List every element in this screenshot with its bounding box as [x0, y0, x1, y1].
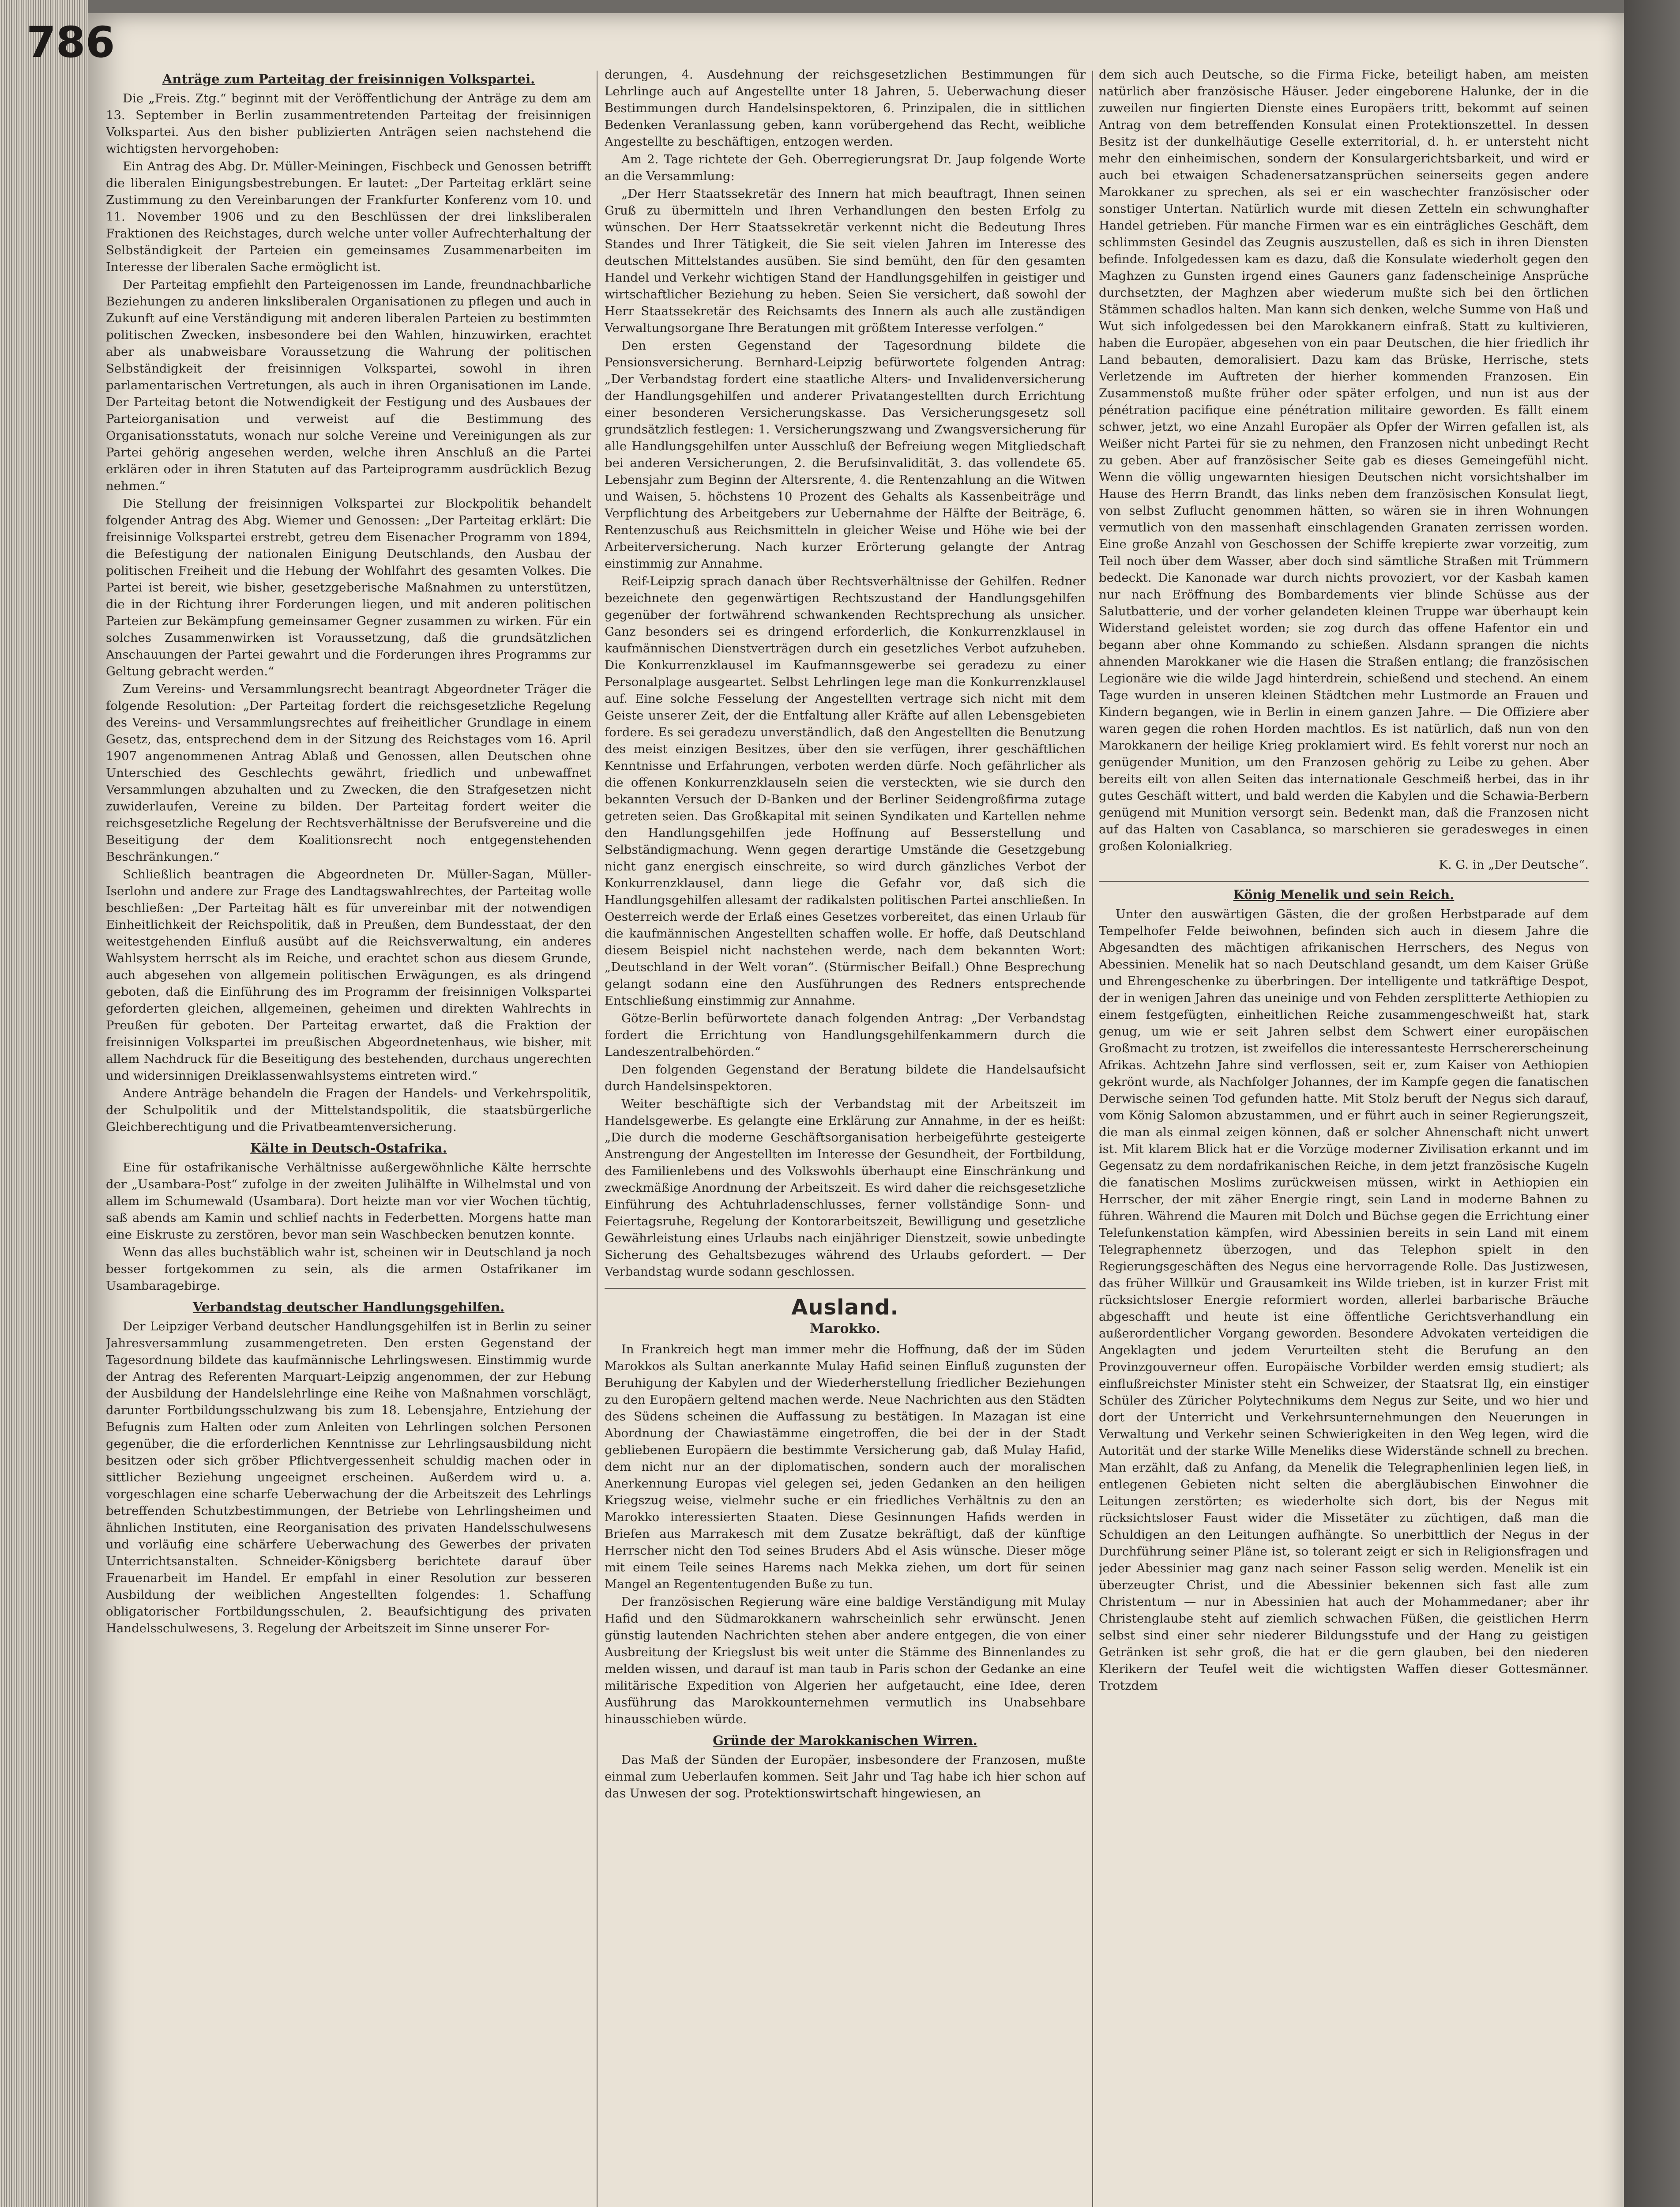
paragraph: Weiter beschäftigte sich der Verbandstag mit der Arbeitszeit im Handelsgewerbe. Es gelangte eine Erklärung zur Annahme, in der es heißt: „Die durch die moderne Geschäftsorganisation herbeigeführte gesteigerte Anstrengung der Angestellten im Interesse der Gesundheit, der Fortbildung, des Familienlebens und des Volkswohls überhaupt eine Einschränkung und zweckmäßige Anordnung der Arbeitszeit. Es wird daher die reichsgesetzliche Einführung des Achtuhrladenschlusses, ferner vollständige Sonn- und Feiertagsruhe, Regelung der Kontorarbeitszeit, Bewilligung und gesetzliche Gewährleistung eines Urlaubs nach einjähriger Dienstzeit, sowie unbedingte Sicherung des Gehaltsbezuges während des Urlaubs gefordert. — Der Verbandstag wurde sodann geschlossen.	[605, 1097, 1086, 1279]
page-shadow	[1624, 0, 1680, 2207]
paragraph: Ein Antrag des Abg. Dr. Müller-Meiningen, Fischbeck und Genossen betrifft die liberalen Einigungsbestrebungen. Er lautet: „Der Parteitag erklärt seine Zustimmung zu den Vereinbarungen der Frankfurter Konferenz vom 10. und 11. November 1906 und zu den Beschlüssen der drei linksliberalen Fraktionen des Reichstages, durch welche unter voller Aufrechterhaltung der Selbständigkeit der Parteien ein gemeinsames Zusammenarbeiten im Interesse der liberalen Sache ermöglicht ist.	[106, 159, 591, 274]
column-divider	[597, 71, 598, 2207]
paragraph: Götze-Berlin befürwortete danach folgenden Antrag: „Der Verbandstag fordert die Errichtung von Handlungsgehilfenkammern durch die Landeszentralbehörden.“	[605, 1011, 1086, 1059]
book-page-edges	[0, 0, 88, 2207]
paragraph: Den folgenden Gegenstand der Beratung bildete die Handelsaufsicht durch Handelsinspektoren.	[605, 1062, 1086, 1093]
paragraph: Der Leipziger Verband deutscher Handlungsgehilfen ist in Berlin zu seiner Jahresversammlung zusammengetreten. Den ersten Gegenstand der Tagesordnung bildete das kaufmännische Lehrlingswesen. Einstimmig wurde der Antrag des Referenten Marquart-Leipzig angenommen, der zur Hebung der Ausbildung der Handelslehrlinge eine Reihe von Maßnahmen vorschlägt, darunter Fortbildungsschulzwang bis zum 18. Lebensjahre, Entziehung der Befugnis zum Halten oder zum Anleiten von Lehrlingen solchen Personen gegenüber, die die erforderlichen Kenntnisse zur Lehrlingsausbildung nicht besitzen oder sich gröber Pflichtvergessenheit schuldig machen oder in sittlicher Beziehung ungeeignet erscheinen. Außerdem wird u. a. vorgeschlagen eine scharfe Ueberwachung der die Arbeitszeit des Lehrlings betreffenden Schutzbestimmungen, der Betriebe von Lehrlingsheimen und ähnlichen Instituten, eine Reorganisation des privaten Handelsschulwesens und vorläufig eine schärfere Ueberwachung des Gewerbes der privaten Unterrichtsanstalten. Schneider-Königsberg berichtete darauf über Frauenarbeit im Handel. Er empfahl in einer Resolution zur besseren Ausbildung der weiblichen Angestellten folgendes: 1. Schaffung obligatorischer Fortbildungsschulen, 2. Beaufsichtigung des privaten Handelsschulwesens, 3. Regelung der Arbeitszeit im Sinne unserer For-	[106, 1319, 591, 1635]
page-number: 786	[26, 18, 115, 67]
paragraph: Reif-Leipzig sprach danach über Rechtsverhältnisse der Gehilfen. Redner bezeichnete den gegenwärtigen Rechtszustand der Handlungsgehilfen gegenüber der fortwährend schwankenden Rechtsprechung als unsicher. Ganz besonders sei es dringend erforderlich, die Konkurrenzklausel in kaufmännischen Dienstverträgen durch ein gesetzliches Verbot aufzuheben. Die Konkurrenzklausel im Kaufmannsgewerbe sei geradezu zu einer Personalplage ausgeartet. Selbst Lehrlingen lege man die Konkurrenzklausel auf. Eine solche Fesselung der Angestellten vertrage sich nicht mit dem Geiste unserer Zeit, der die Entfaltung aller Kräfte auf allen Lebensgebieten fordere. Es sei geradezu unverständlich, daß den Angestellten die Benutzung des meist einzigen Besitzes, über den sie verfügen, ihrer geschäftlichen Kenntnisse und Erfahrungen, verboten werden dürfe. Noch gefährlicher als die offenen Konkurrenzklauseln seien die versteckten, wie sie durch den bekannten Versuch der D-Banken und der Berliner Seidengroßfirma zutage getreten seien. Das Großkapital mit seinen Syndikaten und Kartellen nehme den Handlungsgehilfen jede Hoffnung auf Besserstellung und Selbständigmachung. Wenn gegen derartige Umstände die Gesetzgebung nicht ganz energisch einschreite, so wird durch gänzliches Verbot der Konkurrenzklausel, dann liege die Gefahr vor, daß sich die Handlungsgehilfen allesamt der radikalsten politischen Partei anschließen. In Oesterreich werde der Erlaß eines Gesetzes vorbereitet, das einen Urlaub für die kaufmännischen Angestellten schaffen wolle. Er hoffe, daß Deutschland diesem Beispiel nicht nachstehen werde, nach dem bekannten Wort: „Deutschland in der Welt voran“. (Stürmischer Beifall.) Ohne Besprechung gelangt sodann eine den Ausführungen des Redners entsprechende Entschließung einstimmig zur Annahme.	[605, 574, 1086, 1008]
article-divider	[1099, 881, 1589, 882]
paragraph: Der französischen Regierung wäre eine baldige Verständigung mit Mulay Hafid und den Südmarokkanern wahrscheinlich sehr erwünscht. Jenen günstig lautenden Nachrichten stehen aber andere entgegen, die von einer Ausbreitung der Kriegslust bis weit unter die Stämme des Binnenlandes zu melden wissen, und darauf ist man taub in Paris schon der Gedanke an eine militärische Expedition von Algerien her aufgetaucht, eine Idee, deren Ausführung das Marokkounternehmen vermutlich ins Unabsehbare hinausschieben würde.	[605, 1595, 1086, 1726]
column-left	[106, 66, 591, 2207]
paragraph: Die Stellung der freisinnigen Volkspartei zur Blockpolitik behandelt folgender Antrag des Abg. Wiemer und Genossen: „Der Parteitag erklärt: Die freisinnige Volkspartei erstrebt, getreu dem Eisenacher Programm von 1894, die Befestigung der nationalen Einigung Deutschlands, den Ausbau der politischen Freiheit und die Hebung der Wohlfahrt des gesamten Volkes. Die Partei ist bereit, wie bisher, gesetzgeberische Maßnahmen zu unterstützen, die in der Richtung ihrer Forderungen liegen, und mit anderen politischen Parteien zur Bekämpfung gemeinsamer Gegner zusammen zu wirken. Für ein solches Zusammenwirken ist Voraussetzung, daß die grundsätzlichen Anschauungen der Partei gewahrt und die Forderungen ihres Programms zur Geltung gebracht werden.“	[106, 497, 591, 678]
article-heading: König Menelik und sein Reich.	[1233, 887, 1454, 902]
paragraph: Die „Freis. Ztg.“ beginnt mit der Veröffentlichung der Anträge zu dem am 13. September in Berlin zusammentretenden Parteitag der freisinnigen Volkspartei. Aus den bisher publizierten Anträgen seien nachstehend die wichtigsten hervorgehoben:	[106, 91, 591, 156]
paragraph: Unter den auswärtigen Gästen, die der großen Herbstparade auf dem Tempelhofer Felde beiwohnen, befinden sich auch in diesem Jahre die Abgesandten des mächtigen afrikanischen Herrschers, des Negus von Abessinien. Menelik hat so nach Deutschland gesandt, um dem Kaiser Grüße und Ehrengeschenke zu überbringen. Der intelligente und tatkräftige Despot, der in wenigen Jahren das uneinige und von Fehden zersplitterte Aethiopien zu einem festgefügten, einheitlichen Reiche zusammengeschweißt hat, stark genug, um wie er seit Jahren selbst dem Schwert einer europäischen Großmacht zu trotzen, ist zweifellos die interessanteste Herrschererscheinung Afrikas. Achtzehn Jahre sind verflossen, seit er, zum Kaiser von Aethiopien gekrönt wurde, als Nachfolger Johannes, der im Kampfe gegen die fanatischen Derwische seinen Tod gefunden hatte. Mit Stolz beruft der Negus sich darauf, vom König Salomon abzustammen, und er führt auch in seiner Regierungszeit, die man als einmal zeigen können, daß er solcher Ahnenschaft nicht unwert ist. Mit klarem Blick hat er die Vorzüge moderner Zivilisation erkannt und im Gegensatz zu dem nordafrikanischen Reiche, in dem jetzt französische Kugeln die fanatischen Moslims zurückweisen müssen, wirkt in Aethiopien ein Herrscher, der mit zäher Energie ringt, sein Land in moderne Bahnen zu führen. Während die Mauren mit Dolch und Büchse gegen die Errichtung einer Telefunkenstation kämpfen, wird Abessinien bereits in sein Land mit einem Telegraphennetz überzogen, und das Telephon spielt in den Regierungsgeschäften des Negus eine hervorragende Rolle. Das Justizwesen, das früher Willkür und Grausamkeit ins Wilde trieben, ist in kurzer Frist mit rücksichtsloser Energie reformiert worden, allerlei barbarische Bräuche abgeschafft und heute ist eine öffentliche Gerichtsverhandlung ein außerordentlicher Vorgang geworden. Besondere Advokaten verteidigen die Angeklagten und jedem Verurteilten steht die Berufung an den Provinzgouverneur offen. Europäische Vorbilder werden emsig studiert; als einflußreichster Minister steht ein Schweizer, der Staatsrat Ilg, ein einstiger Schüler des Züricher Polytechnikums dem Negus zur Seite, und wo hier und dort der Unterricht und Verkehrsunternehmungen den Neuerungen in Verwaltung und Verkehr seinen Schwierigkeiten in den Weg legen, wird die Autorität und der starke Wille Meneliks diese Widerstände schnell zu brechen. Man erzählt, daß zu Anfang, da Menelik die Telegraphenlinien legen ließ, in entlegenen Gebieten nicht selten die abergläubischen Einwohner die Leitungen zerstörten; es wiederholte sich dort, bis der Negus mit rücksichtsloser Faust wider die Missetäter zu züchtigen, daß man die Schuldigen an den Leitungen aufhängte. So unerbittlich der Negus in der Durchführung seiner Pläne ist, so tolerant zeigt er sich in Religionsfragen und jeder Abessinier mag ganz nach seiner Fasson selig werden. Menelik ist ein überzeugter Christ, und die Abessinier bekennen sich fast alle zum Christentum — nur in Abessinien hat auch der Mohammedaner; aber ihr Christenglaube steht auf ziemlich schwachen Füßen, die geistlichen Herrn selbst sind einer sehr niederer Bildungsstufe und der Hang zu geistigen Getränken ist sehr groß, die hat er die gern glauben, bei den niederen Klerikern der Teufel weit die wichtigsten Waffen dieser Gottesmänner. Trotzdem	[1099, 907, 1589, 1693]
column-middle	[605, 66, 1086, 2207]
paragraph: Den ersten Gegenstand der Tagesordnung bildete die Pensionsversicherung. Bernhard-Leipzig befürwortete folgenden Antrag: „Der Verbandstag fordert eine staatliche Alters- und Invalidenversicherung der Handlungsgehilfen und anderer Privatangestellten durch Errichtung einer besonderen Versicherungskasse. Das Versicherungsgesetz soll grundsätzlich festlegen: 1. Versicherungszwang und Zwangsversicherung für alle Handlungsgehilfen unter Ausschluß der Befreiung wegen Mitgliedschaft bei anderen Versicherungen, 2. die Berufsinvalidität, 3. das vollendete 65. Lebensjahr zum Beginn der Altersrente, 4. die Rentenzahlung an die Witwen und Waisen, 5. höchstens 10 Prozent des Gehalts als Kassenbeiträge und Verpflichtung des Arbeitgebers zur Uebernahme der Hälfte der Beiträge, 6. Rentenzuschuß aus Reichsmitteln in gleicher Weise und Höhe wie bei der Arbeiterversicherung. Nach kurzer Erörterung gelangte der Antrag einstimmig zur Annahme.	[605, 339, 1086, 571]
paragraph: Wenn das alles buchstäblich wahr ist, scheinen wir in Deutschland ja noch besser fortgekommen zu sein, als die armen Ostafrikaner im Usambaragebirge.	[106, 1245, 591, 1293]
column-divider	[1092, 71, 1093, 2207]
paragraph: dem sich auch Deutsche, so die Firma Ficke, beteiligt haben, am meisten natürlich aber französische Häuser. Jeder eingeborene Halunke, der in die zuweilen nur fingierten Dienste eines Europäers tritt, bekommt auf seinen Antrag von dem betreffenden Konsulat einen Protektionszettel. In dessen Besitz ist der dunkelhäutige Geselle exterritorial, d. h. er untersteht nicht mehr den einheimischen, sondern der Konsulargerichtsbarkeit, und wird er auch bei etwaigen Schadenersatzansprüchen seinerseits gegen andere Marokkaner zu sprechen, als sei er ein waschechter französischer oder sonstiger Untertan. Natürlich wurde mit diesen Zetteln ein schwunghafter Handel getrieben. Für manche Firmen war es ein einträgliches Geschäft, dem schlimmsten Gesindel das Zeugnis auszustellen, daß es sich in ihren Diensten befinde. Infolgedessen kam es dazu, daß die Konsulate wiederholt gegen den Maghzen zu Gunsten irgend eines Gauners ganz fadenscheinige Ansprüche durchsetzten, der Maghzen aber wiederum mußte sich bei den örtlichen Stämmen schadlos halten. Man kann sich denken, welche Summe von Haß und Wut sich infolgedessen bei den Marokkanern einfraß. Statt zu kultivieren, haben die Europäer, abgesehen von ein paar Deutschen, die hier friedlich ihr Land bebauten, demoralisiert. Dazu kam das Brüske, Herrische, stets Verletzende im Auftreten der hierher kommenden Franzosen. Ein Zusammenstoß mußte früher oder später erfolgen, und nun ist aus der pénétration pacifique eine pénétration militaire geworden. Es fällt einem schwer, jetzt, wo eine Anzahl Europäer als Opfer der Wirren gefallen ist, als Weißer nicht Partei für sie zu nehmen, den Franzosen nicht unbedingt Recht zu geben. Aber auf französischer Seite gab es dieses Gemeingefühl nicht. Wenn die völlig ungewarnten hiesigen Deutschen nicht vorsichtshalber im Hause des Herrn Brandt, das links neben dem französischen Konsulat liegt, von selbst Zuflucht genommen hätten, so wären sie in ihren Wohnungen vermutlich von den massenhaft einschlagenden Granaten zerrissen worden. Eine große Anzahl von Geschossen der Schiffe krepierte zwar vorzeitig, zum Teil noch über dem Wasser, aber doch sind sämtliche Straßen mit Trümmern bedeckt. Die Kanonade war durch nichts provoziert, vor der Kasbah kamen nur nach Eröffnung des Bombardements vier blinde Schüsse aus der Salutbatterie, und der vorher gelandeten kleinen Truppe war überhaupt kein Widerstand geleistet worden; sie zog durch das offene Hafentor ein und begann aber ohne Kommando zu schießen. Alsdann sprangen die nichts ahnenden Marokkaner wie die Hasen die Straßen entlang; die französischen Legionäre wie die wilde Jagd hinterdrein, schießend und stechend. An einem Tage wurden in unseren kleinen Städtchen mehr Lustmorde an Frauen und Kindern begangen, wie in Berlin in einem ganzen Jahre. — Die Offiziere aber waren gegen die rohen Horden machtlos. Es ist natürlich, daß nun von den Marokkanern der heilige Krieg proklamiert wird. Es fehlt vorerst nur noch an genügender Munition, um den Franzosen gehörig zu Leibe zu gehen. Aber bereits eilt von allen Seiten das internationale Geschmeiß herbei, das in ihr gutes Geschäft wittert, und bald werden die Kabylen und die Schawia-Berbern genügend mit Munition versorgt sein. Bedenkt man, daß die Franzosen nicht auf das Halten von Casablanca, so marschieren sie geradesweges in einen großen Kolonialkrieg.	[1099, 68, 1589, 853]
paragraph: Schließlich beantragen die Abgeordneten Dr. Müller-Sagan, Müller-Iserlohn und andere zur Frage des Landtagswahlrechtes, der Parteitag wolle beschließen: „Der Parteitag hält es für unvereinbar mit der notwendigen Einheitlichkeit der Reichspolitik, daß in Preußen, dem Bundesstaat, der den weitestgehenden Einfluß ausübt auf die Reichsverwaltung, ein anderes Wahlsystem herrscht als im Reiche, und erachtet schon aus diesem Grunde, auch abgesehen von allgemein politischen Erwägungen, es als dringend geboten, daß die Einführung des im Programm der freisinnigen Volkspartei geforderten gleichen, allgemeinen, geheimen und direkten Wahlrechts in Preußen für geboten. Der Parteitag erwartet, daß die Fraktion der freisinnigen Volkspartei im preußischen Abgeordnetenhaus, wie bisher, mit allem Nachdruck für die Beseitigung des bestehenden, durchaus ungerechten und widersinnigen Dreiklassenwahlsystems eintreten wird.“	[106, 867, 591, 1083]
paragraph: In Frankreich hegt man immer mehr die Hoffnung, daß der im Süden Marokkos als Sultan anerkannte Mulay Hafid seinen Einfluß zugunsten der Beruhigung der Kabylen und der Wiederherstellung friedlicher Beziehungen zu den Europäern geltend machen werde. Neue Nachrichten aus den Städten des Südens scheinen die Auffassung zu bestätigen. In Mazagan ist eine Abordnung der Chawiastämme eingetroffen, die bei der in der Stadt gebliebenen Europäern die bestimmte Versicherung gab, daß Mulay Hafid, dem nicht nur an der diplomatischen, sondern auch der moralischen Anerkennung Europas viel gelegen sei, jeden Gedanken an den heiligen Kriegszug weise, vielmehr suche er ein friedliches Verhältnis zu den an Marokko interessierten Staaten. Diese Gesinnungen Hafids werden in Briefen aus Marrakesch mit dem Zusatze bekräftigt, daß der künftige Herrscher nicht den Tod seines Bruders Abd el Asis wünsche. Dieser möge mit einem Teile seines Harems nach Mekka ziehen, um dort für seinen Mangel an Regententugenden Buße zu tun.	[605, 1342, 1086, 1591]
paragraph: derungen, 4. Ausdehnung der reichsgesetzlichen Bestimmungen für Lehrlinge auch auf Angestellte unter 18 Jahren, 5. Ueberwachung dieser Bestimmungen durch Handelsinspektoren, 6. Prinzipalen, die in sittlichen Bedenken Veranlassung geben, kann vorübergehend das Recht, weibliche Angestellte zu beschäftigen, entzogen werden.	[605, 68, 1086, 149]
article-heading: Verbandstag deutscher Handlungsgehilfen.	[192, 1299, 505, 1314]
paragraph: Das Maß der Sünden der Europäer, insbesondere der Franzosen, mußte einmal zum Ueberlaufen kommen. Seit Jahr und Tag habe ich hier schon auf das Unwesen der sog. Protektionswirtschaft hingewiesen, an	[605, 1753, 1086, 1800]
article-subheading: Marokko.	[810, 1321, 880, 1337]
paragraph: Eine für ostafrikanische Verhältnisse außergewöhnliche Kälte herrschte der „Usambara-Post“ zufolge in der zweiten Julihälfte in Wilhelmstal und von allem im Schumewald (Usambara). Dort heizte man vor vier Wochen tüchtig, saß abends am Kamin und schlief nachts in Federbetten. Morgens hatte man eine Eiskruste zu zerstören, bevor man sein Waschbecken benutzen konnte.	[106, 1160, 591, 1242]
article-heading: Kälte in Deutsch-Ostafrika.	[250, 1141, 447, 1156]
section-heading: Ausland.	[791, 1295, 899, 1320]
paragraph: Andere Anträge behandeln die Fragen der Handels- und Verkehrspolitik, der Schulpolitik und der Mittelstandspolitik, die staatsbürgerliche Gleichberechtigung und die Privatbeamtenversicherung.	[106, 1086, 591, 1134]
article-heading: Anträge zum Parteitag der freisinnigen Volkspartei.	[162, 72, 535, 87]
article-heading: Gründe der Marokkanischen Wirren.	[713, 1733, 977, 1748]
paragraph: Der Parteitag empfiehlt den Parteigenossen im Lande, freundnachbarliche Beziehungen zu anderen linksliberalen Organisationen zu pflegen und auch in Zukunft auf eine Verständigung mit anderen liberalen Parteien zu bestimmten politischen Zwecken, insbesondere bei den Wahlen, hinzuwirken, erachtet aber als unabweisbare Voraussetzung die Wahrung der politischen Selbständigkeit der freisinnigen Volkspartei, sowohl in ihren parlamentarischen Vertretungen, als auch in ihren Organisationen im Lande. Der Parteitag betont die Notwendigkeit der Festigung und des Ausbaues der Parteiorganisation und verweist auf die Bestimmung des Organisationsstatuts, wonach nur solche Vereine und Vereinigungen als zur Partei gehörig angesehen werden, welche ihren Anschluß an die Partei erklären oder in ihren Statuten auf das Parteiprogramm ausdrücklich Bezug nehmen.“	[106, 278, 591, 493]
paragraph: Zum Vereins- und Versammlungsrecht beantragt Abgeordneter Träger die folgende Resolution: „Der Parteitag fordert die reichsgesetzliche Regelung des Vereins- und Versammlungsrechtes auf freiheitlicher Grundlage in einem Gesetz, das, entsprechend dem in der Sitzung des Reichstages vom 16. April 1907 angenommenen Antrag Ablaß und Genossen, allen Deutschen ohne Unterschied des Geschlechts gewährt, friedlich und unbewaffnet Versammlungen abzuhalten und zu Zwecken, die den Strafgesetzen nicht zuwiderlaufen, Vereine zu bilden. Der Parteitag fordert weiter die reichsgesetzliche Regelung der Rechtsverhältnisse der Berufsvereine und die Beseitigung der dem Koalitionsrecht noch entgegenstehenden Beschränkungen.“	[106, 682, 591, 864]
paragraph: „Der Herr Staatssekretär des Innern hat mich beauftragt, Ihnen seinen Gruß zu übermitteln und Ihren Verhandlungen den besten Erfolg zu wünschen. Der Herr Staatssekretär verkennt nicht die Bedeutung Ihres Standes und Ihrer Tätigkeit, die Sie seit vielen Jahren im Interesse des deutschen Mittelstandes ausüben. Sie sind bemüht, den für den gesamten Handel und Verkehr wichtigen Stand der Handlungsgehilfen in geistiger und wirtschaftlicher Beziehung zu heben. Seien Sie versichert, daß sowohl der Herr Staatssekretär des Reichsamts des Innern als auch alle zuständigen Verwaltungsorgane Ihre Beratungen mit größtem Interesse verfolgen.“	[605, 187, 1086, 335]
source-signature: K. G. in „Der Deutsche“.	[1439, 858, 1589, 872]
paragraph: Am 2. Tage richtete der Geh. Oberregierungsrat Dr. Jaup folgende Worte an die Versammlung:	[605, 152, 1086, 183]
column-right	[1099, 66, 1589, 2207]
section-divider	[605, 1288, 1086, 1289]
